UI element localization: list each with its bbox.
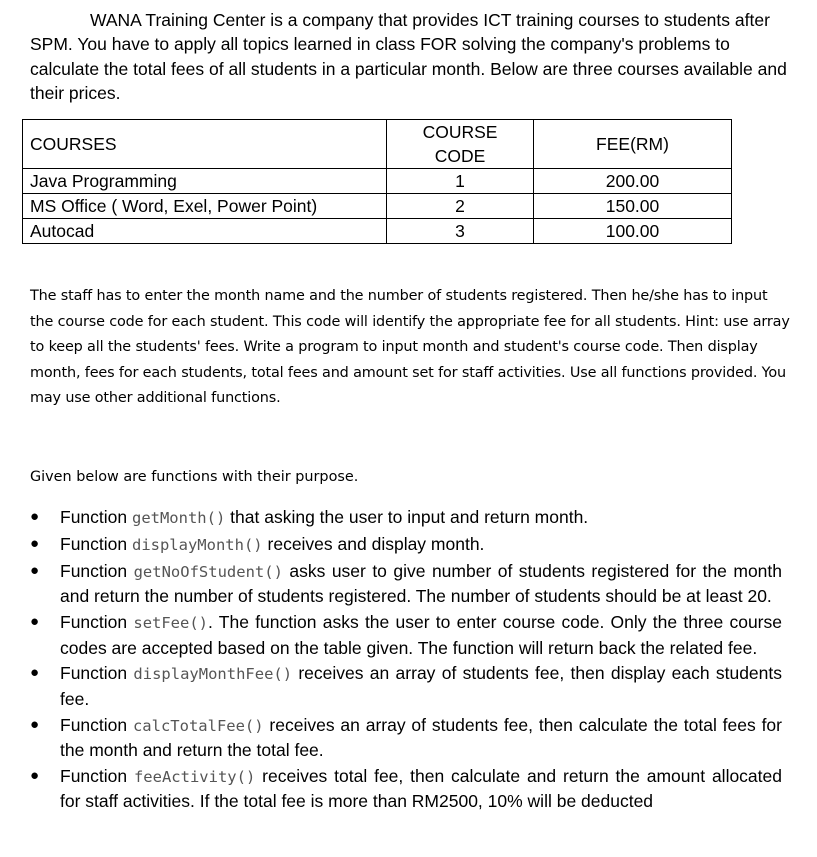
header-fee: FEE(RM)	[534, 120, 732, 169]
header-course-code-line2: CODE	[434, 146, 486, 166]
bullet-icon: ●	[30, 664, 40, 682]
cell-course: Autocad	[23, 219, 387, 244]
bullet-icon: ●	[30, 534, 40, 552]
header-course-code-line1: COURSE	[422, 122, 498, 142]
list-item: ● Function getNoOfStudent() asks user to give number of students registered for the month and return the number of students registered. The number of students should be at least 20.	[30, 560, 783, 607]
bullet-icon: ●	[30, 767, 40, 785]
courses-table	[22, 119, 732, 244]
function-name: displayMonthFee()	[133, 665, 293, 684]
list-item: ● Function feeActivity() receives total fee, then calculate and return the amount allocated for staff activities. If the total fee is more than RM2500, 10% will be deducted	[30, 766, 782, 812]
header-courses: COURSES	[23, 120, 387, 169]
instructions-paragraph: The staff has to enter the month name and the number of students registered. Then he/she has to input the course code for each student. This code will identify the appropriate fee for all students. Hint: use array to keep all the students' fees. Write a program to input month and student's course code. Then display month, fees for each students, total fees and amount set for staff activities. Use all functions provided. You may use other additional functions.	[30, 288, 790, 406]
table-header-row	[23, 120, 732, 169]
cell-code: 3	[387, 219, 534, 244]
cell-course: MS Office ( Word, Exel, Power Point)	[23, 194, 387, 219]
bullet-icon: ●	[30, 561, 40, 579]
bullet-icon: ●	[30, 613, 40, 631]
table-row	[23, 194, 732, 219]
function-name: displayMonth()	[131, 535, 263, 554]
table-row	[23, 219, 732, 244]
cell-fee: 200.00	[534, 169, 732, 194]
cell-code: 1	[387, 169, 534, 194]
bullet-icon: ●	[30, 715, 40, 733]
list-item: ● Function setFee(). The function asks the user to enter course code. Only the three course codes are accepted based on the table given. The function will return back the related fee.	[30, 612, 782, 658]
list-item: ● Function calcTotalFee() receives an array of students fee, then calculate the total fees for the month and return the total fee.	[30, 714, 782, 761]
function-name: setFee()	[133, 614, 209, 633]
functions-list	[30, 505, 782, 815]
header-course-code	[387, 120, 534, 169]
cell-fee: 150.00	[534, 194, 732, 219]
function-name: getMonth()	[131, 509, 226, 527]
functions-intro: Given below are functions with their purpose.	[30, 469, 359, 485]
bullet-icon: ●	[30, 508, 40, 525]
table-row	[23, 169, 732, 194]
function-name: feeActivity()	[133, 768, 256, 787]
intro-text: WANA Training Center is a company that provides ICT training courses to students after SPM. You have to apply all topics learned in class FOR solving the company's problems to calculate the total fees of all students in a particular month. Below are three courses available and their prices.	[30, 10, 787, 103]
cell-code: 2	[387, 194, 534, 219]
function-name: calcTotalFee()	[132, 716, 264, 735]
cell-course: Java Programming	[23, 169, 387, 194]
list-item: ● Function getMonth() that asking the user to input and return month.	[30, 505, 782, 530]
list-item: ● Function displayMonth() receives and display month.	[30, 532, 782, 557]
cell-fee: 100.00	[534, 219, 732, 244]
intro-paragraph	[30, 8, 790, 105]
list-item: ● Function displayMonthFee() receives an array of students fee, then display each students fee.	[30, 663, 783, 709]
function-name: getNoOfStudent()	[133, 562, 283, 581]
